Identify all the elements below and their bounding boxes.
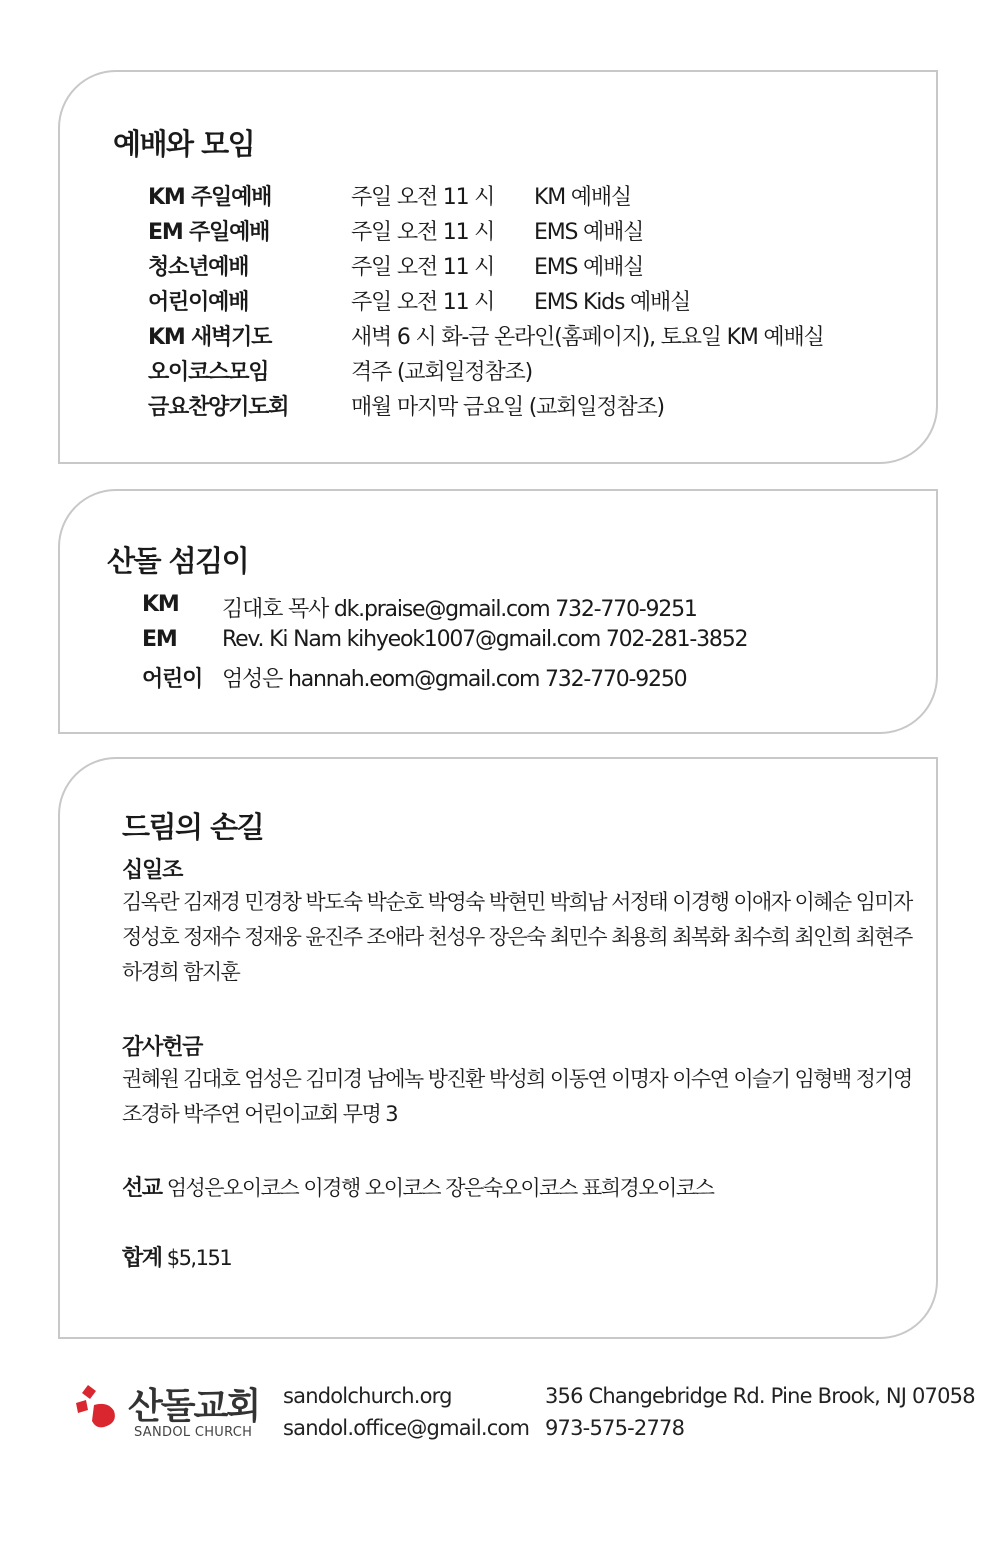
- website-link[interactable]: sandolchurch.org: [283, 1384, 452, 1408]
- worship-time: 매월 마지막 금요일 (교회일정참조): [351, 395, 664, 420]
- worship-time: 격주 (교회일정참조): [351, 360, 532, 385]
- staff-role: 어린이: [142, 667, 203, 692]
- tithe-title: 십일조: [122, 858, 183, 883]
- address-text: 356 Changebridge Rd. Pine Brook, NJ 07058: [545, 1384, 975, 1408]
- worship-name: EM 주일예배: [148, 220, 270, 245]
- staff-title: 산돌 섬김이: [107, 544, 249, 578]
- worship-place: EMS Kids 예배실: [534, 290, 691, 315]
- thanks-names: 권혜원 김대호 엄성은 김미경 남에녹 방진환 박성희 이동연 이명자 이수연 이슬기 임형백 정기영 조경하 박주연 어린이교회 무명 3: [122, 1067, 912, 1126]
- worship-time: 주일 오전 11 시: [351, 220, 495, 245]
- worship-card: [58, 70, 938, 464]
- worship-title: 예배와 모임: [113, 127, 255, 161]
- staff-role: KM: [142, 592, 179, 617]
- staff-role: EM: [142, 627, 177, 652]
- worship-name: 오이코스모임: [148, 360, 269, 385]
- worship-name: KM 새벽기도: [148, 325, 272, 350]
- worship-time: 새벽 6 시 화-금 온라인(홈페이지), 토요일 KM 예배실: [351, 325, 824, 350]
- worship-place: EMS 예배실: [534, 220, 644, 245]
- worship-name: KM 주일예배: [148, 185, 272, 210]
- worship-place: EMS 예배실: [534, 255, 644, 280]
- worship-time: 주일 오전 11 시: [351, 185, 495, 210]
- email-link[interactable]: sandol.office@gmail.com: [283, 1416, 530, 1440]
- footer-address: [545, 1380, 975, 1444]
- total-label: 합계: [122, 1246, 162, 1271]
- staff-info: 김대호 목사 dk.praise@gmail.com 732-770-9251: [222, 597, 697, 622]
- footer-contact: [283, 1380, 529, 1444]
- worship-place: KM 예배실: [534, 185, 631, 210]
- total-value: $5,151: [166, 1246, 232, 1270]
- offering-card: [58, 757, 938, 1339]
- phone-text: 973-575-2778: [545, 1416, 685, 1440]
- worship-name: 어린이예배: [148, 290, 249, 315]
- worship-name: 청소년예배: [148, 255, 249, 280]
- staff-info: 엄성은 hannah.eom@gmail.com 732-770-9250: [222, 667, 687, 692]
- mission-label: 선교: [122, 1176, 162, 1201]
- mission-text: 엄성은오이코스 이경행 오이코스 장은숙오이코스 표희경오이코스: [166, 1176, 714, 1200]
- worship-time: 주일 오전 11 시: [351, 255, 495, 280]
- church-logo-icon: [74, 1383, 120, 1429]
- church-logo-subtitle: SANDOL CHURCH: [134, 1425, 253, 1440]
- staff-card: [58, 489, 938, 734]
- worship-name: 금요찬양기도회: [148, 395, 289, 420]
- tithe-names: 김옥란 김재경 민경창 박도숙 박순호 박영숙 박현민 박희남 서정태 이경행 이애자 이혜순 임미자 정성호 정재수 정재웅 윤진주 조애라 천성우 장은숙 최민수 최용희 최복화 최수희 최인희 최현주 하경희 함지훈: [122, 890, 912, 984]
- total-line: [122, 1241, 231, 1272]
- worship-time: 주일 오전 11 시: [351, 290, 495, 315]
- church-logo-name: 산돌교회: [128, 1386, 260, 1427]
- offering-title: 드림의 손길: [122, 810, 264, 844]
- thanks-title: 감사헌금: [122, 1035, 203, 1060]
- staff-info: Rev. Ki Nam kihyeok1007@gmail.com 702-281-3852: [222, 627, 748, 652]
- mission-line: [122, 1171, 713, 1202]
